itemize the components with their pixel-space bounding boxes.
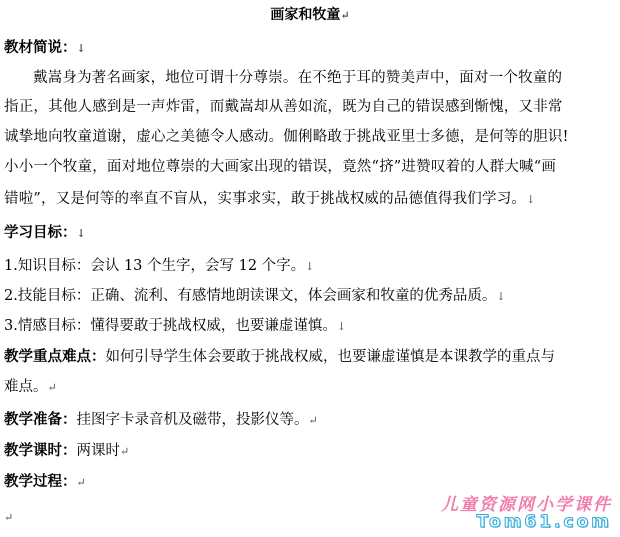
- key-points-line: [4, 348, 555, 366]
- intro-line: 指正，其他人感到是一声炸雷，而戴嵩却从善如流，既为自己的错误感到惭愧，又非常: [4, 99, 563, 115]
- hours-line: [4, 442, 129, 461]
- goal-item-text: 3.情感目标：懂得要敢于挑战权威，也要谦虚谨慎。: [4, 318, 337, 334]
- key-points-label: 教学重点难点：: [4, 348, 106, 365]
- intro-heading: [4, 39, 86, 58]
- key-points-text: 如何引导学生体会要敢于挑战权威，也要谦虚谨慎是本课教学的重点与: [105, 349, 555, 365]
- hours-label: 教学课时：: [4, 442, 77, 459]
- line-break-mark: ↓: [76, 42, 86, 55]
- intro-line: 小小一个牧童，面对地位尊崇的大画家出现的错误，竟然“挤”进赞叹着的人群大喊“画: [4, 159, 557, 175]
- goals-heading: [4, 224, 86, 243]
- intro-line: 戴嵩身为著名画家，地位可谓十分尊崇。在不绝于耳的赞美声中，面对一个牧童的: [33, 70, 563, 86]
- watermark-logo: [422, 490, 612, 534]
- line-break-mark: ↓: [305, 260, 315, 273]
- goal-item: [4, 257, 314, 276]
- paragraph-mark: ↵: [308, 414, 318, 427]
- intro-line: 诚挚地向牧童道谢，虚心之美德令人感动。伽俐略敢于挑战亚里士多德，是何等的胆识!: [4, 129, 569, 145]
- line-break-mark: ↓: [76, 227, 86, 240]
- goal-item-text: 1.知识目标：会认 13 个生字，会写 12 个字。: [4, 258, 306, 274]
- goal-item-text: 2.技能目标：正确、流利、有感情地朗读课文，体会画家和牧童的优秀品质。: [4, 288, 497, 304]
- goal-item: [4, 287, 506, 306]
- paragraph-mark: ↵: [340, 9, 350, 22]
- goals-heading-text: 学习目标：: [4, 224, 77, 241]
- goal-item: [4, 317, 346, 336]
- key-points-text: 难点。: [4, 379, 48, 395]
- watermark-bottom-text: Tom61.com: [476, 512, 612, 532]
- empty-line: [4, 508, 13, 527]
- hours-text: 两课时: [76, 443, 120, 459]
- intro-line: 错啦”，又是何等的率直不盲从，实事求实，敢于挑战权威的品德值得我们学习。: [4, 191, 527, 207]
- prep-label: 教学准备：: [4, 411, 77, 428]
- process-label: 教学过程：: [4, 473, 77, 490]
- paragraph-mark: ↵: [4, 511, 14, 524]
- paragraph-mark: ↵: [76, 476, 86, 489]
- intro-heading-text: 教材简说：: [4, 39, 77, 56]
- prep-text: 挂图字卡录音机及磁带，投影仪等。: [76, 412, 309, 428]
- prep-line: [4, 411, 318, 430]
- intro-line-last: [4, 190, 536, 209]
- document-title: [0, 6, 620, 25]
- line-break-mark: ↓: [526, 193, 536, 206]
- paragraph-mark: ↵: [47, 381, 57, 394]
- watermark-top-text: 儿童资源网小学课件: [441, 495, 612, 515]
- process-line: [4, 473, 86, 492]
- title-text: 画家和牧童: [270, 7, 341, 23]
- key-points-line: [4, 378, 57, 397]
- line-break-mark: ↓: [496, 290, 506, 303]
- paragraph-mark: ↵: [120, 445, 130, 458]
- line-break-mark: ↓: [336, 320, 347, 333]
